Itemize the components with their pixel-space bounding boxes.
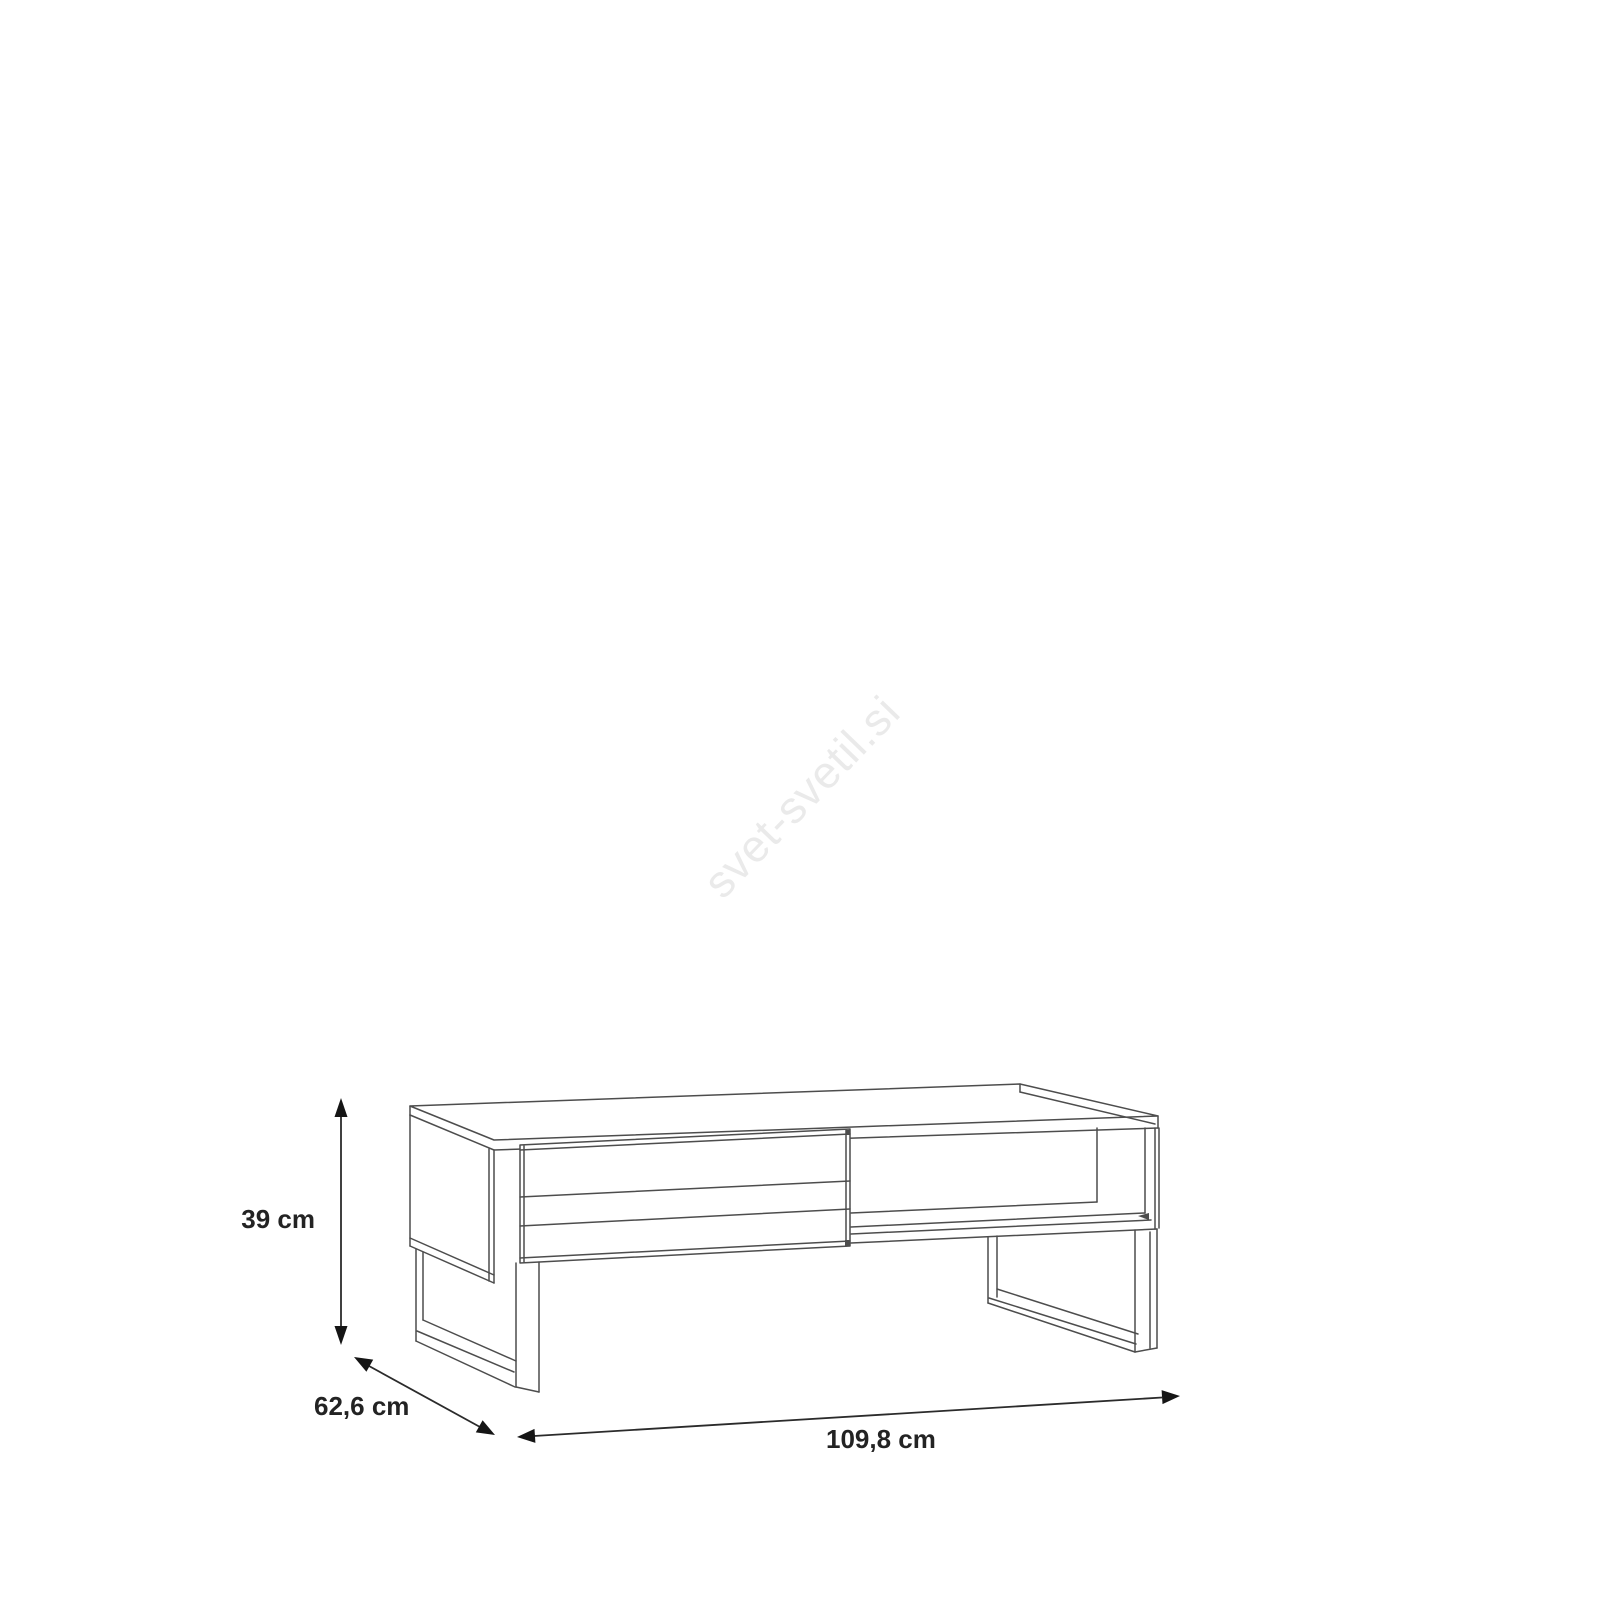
width-dimension-label: 109,8 cm	[826, 1424, 936, 1454]
drawer-front	[520, 1129, 850, 1263]
right-sled-leg	[988, 1229, 1157, 1352]
shelf-corner-fitting-mark	[1138, 1213, 1149, 1220]
open-shelf-compartment	[851, 1128, 1159, 1243]
left-sled-leg	[416, 1249, 539, 1392]
height-dimension-arrow	[335, 1098, 348, 1345]
drawer-edge-mark-bottom	[845, 1240, 850, 1246]
height-dimension-label: 39 cm	[241, 1204, 315, 1234]
watermark-text: svet-svetil.si	[693, 685, 910, 908]
depth-dimension-label: 62,6 cm	[314, 1391, 410, 1421]
drawer-edge-mark-top	[846, 1130, 850, 1135]
